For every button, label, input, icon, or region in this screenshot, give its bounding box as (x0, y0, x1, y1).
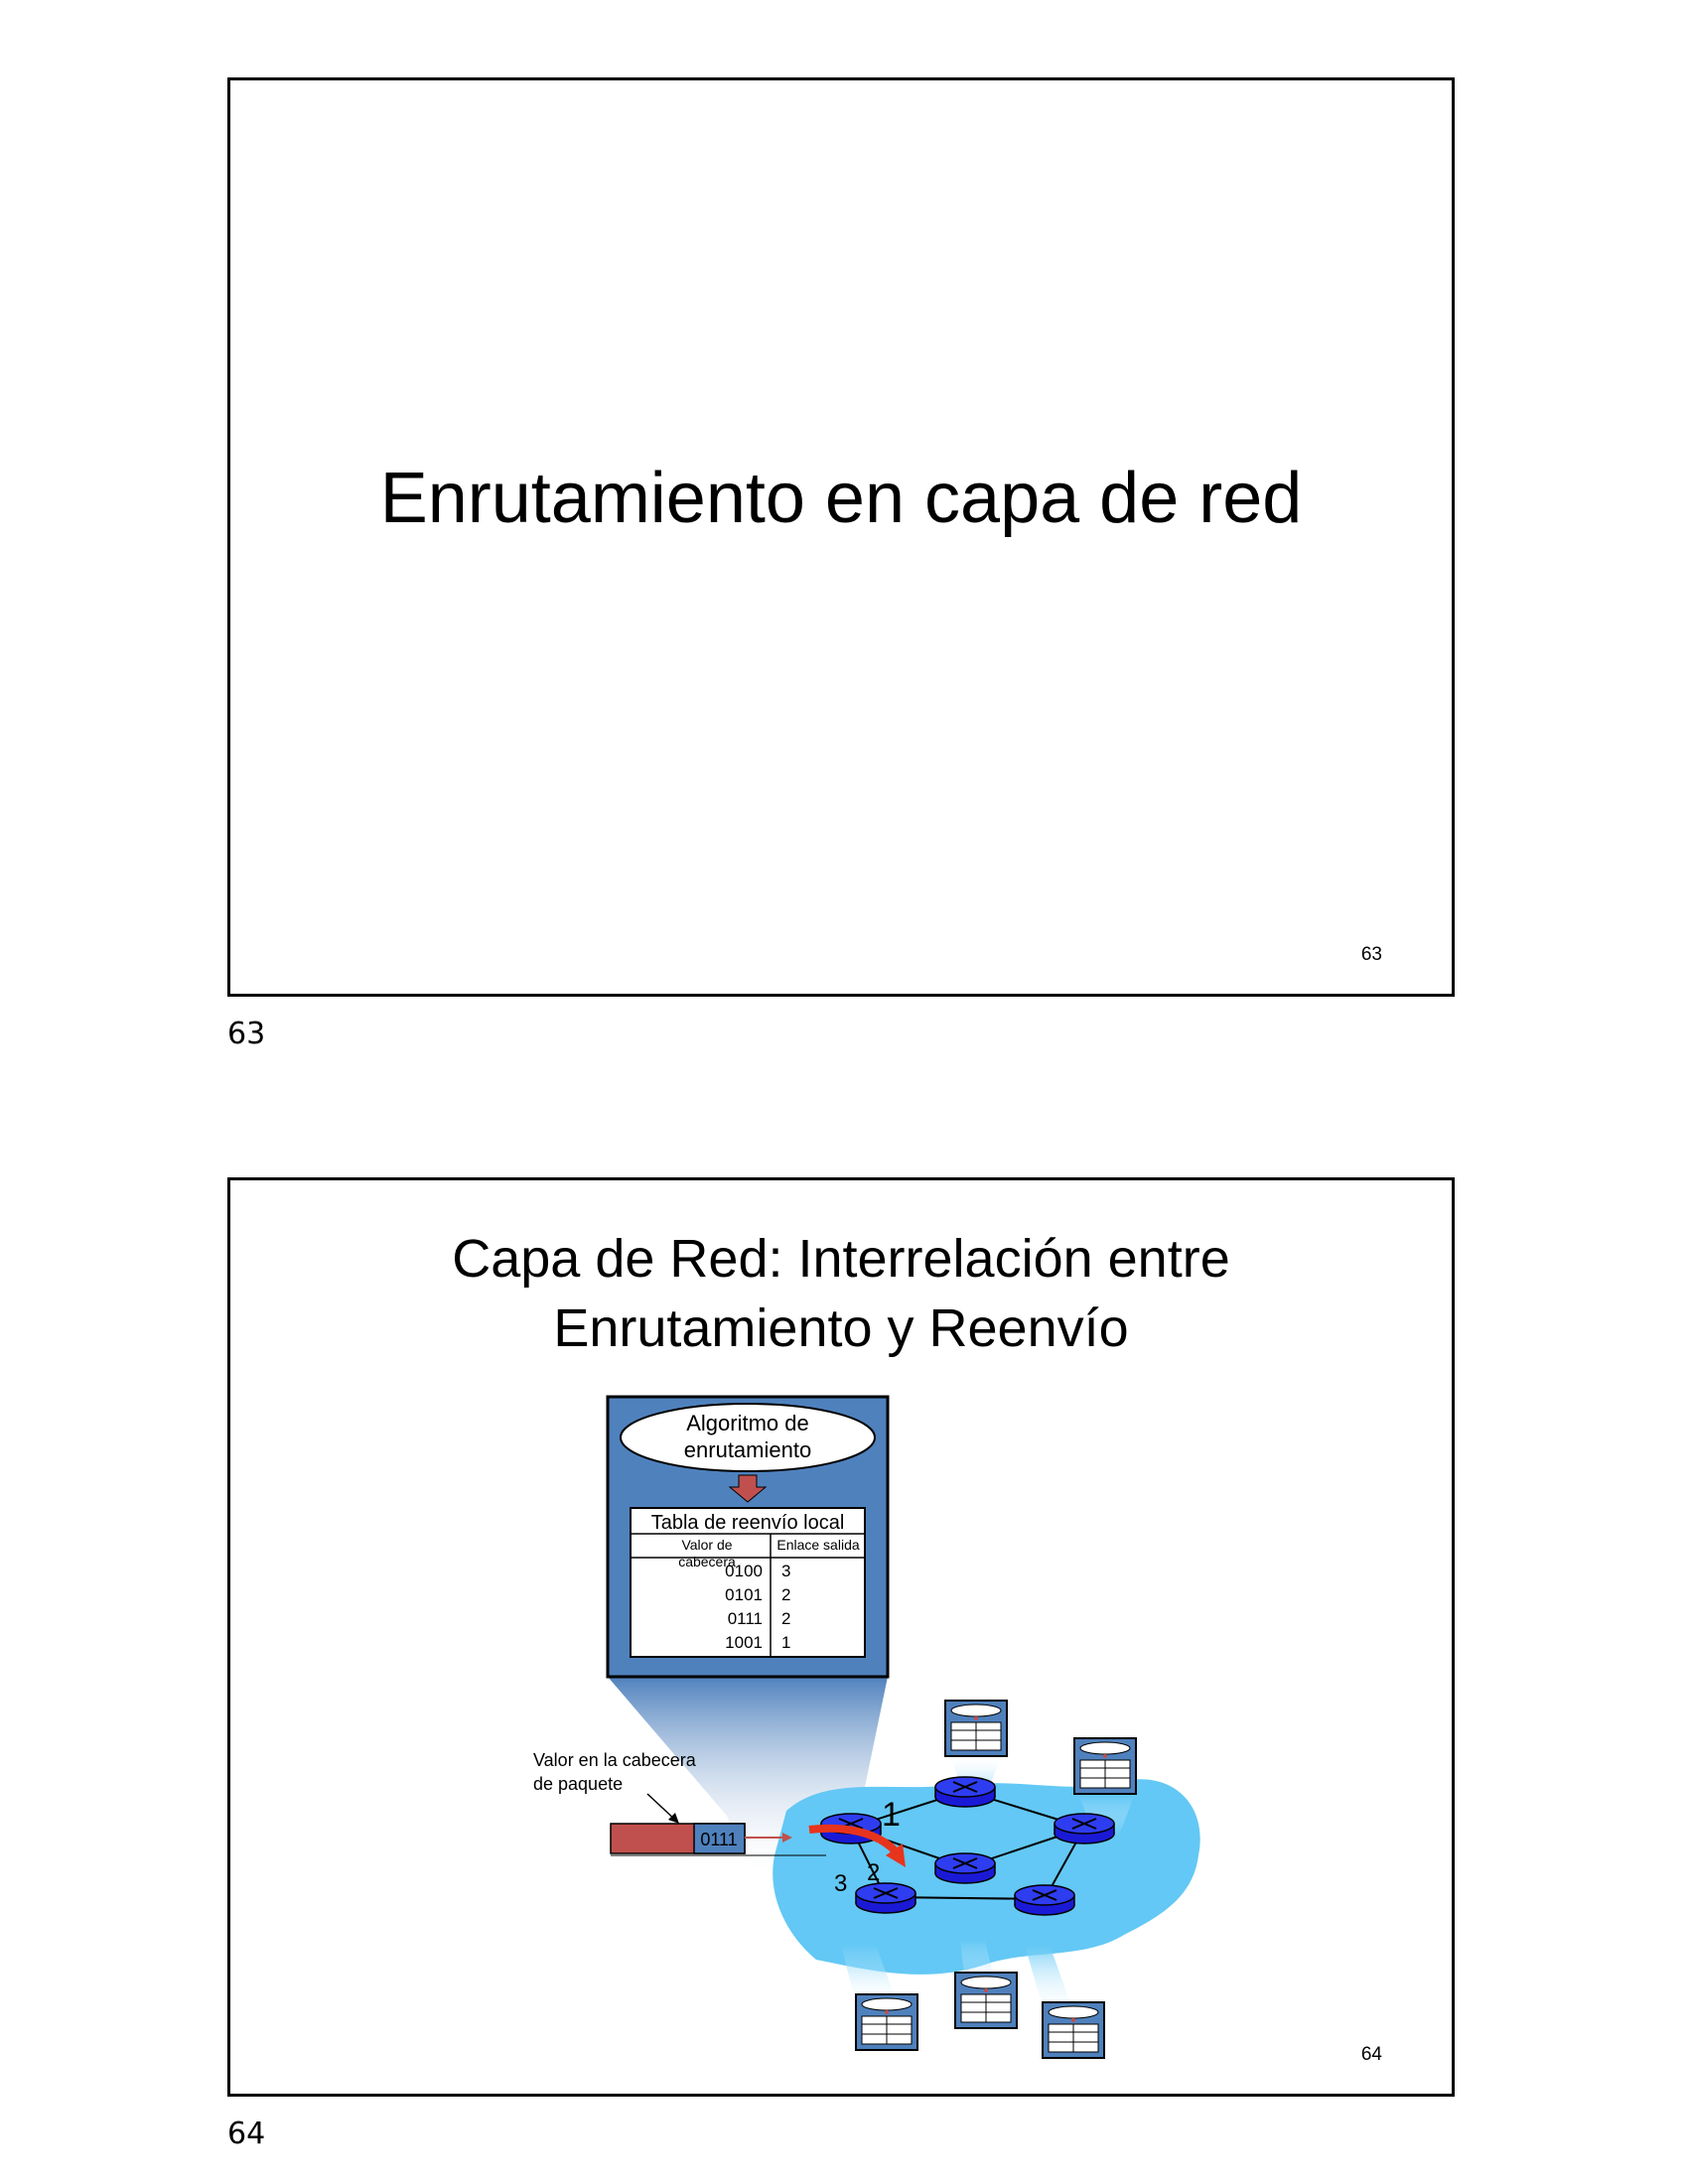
link-label-1: 1 (882, 1796, 901, 1834)
slide-64 (227, 1177, 1455, 2097)
slide-63 (227, 77, 1455, 997)
packet-value: 0111 (700, 1830, 738, 1849)
algorithm-line1: Algoritmo de (686, 1411, 809, 1435)
router-icon (1055, 1814, 1114, 1843)
link-label-2: 2 (867, 1859, 881, 1886)
page-number: 63 (227, 1017, 266, 1051)
router-icon (856, 1883, 915, 1913)
table-cell-value: 0111 (727, 1609, 763, 1628)
col-header-value-line1: Valor de (681, 1537, 733, 1553)
mini-table-icon (955, 1973, 1017, 2028)
slide-title-line1: Capa de Red: Interrelación entre (452, 1229, 1230, 1289)
mini-table-icon (1043, 2002, 1104, 2058)
slide-title: Enrutamiento en capa de red (379, 459, 1303, 538)
slide-title-line2: Enrutamiento y Reenvío (553, 1298, 1129, 1358)
table-cell-value: 0101 (725, 1585, 763, 1604)
table-cell-link: 1 (781, 1633, 791, 1652)
packet-label-line2: de paquete (533, 1774, 624, 1794)
router-icon (1015, 1885, 1074, 1915)
table-cell-link: 3 (781, 1562, 791, 1580)
table-title: Tabla de reenvío local (650, 1512, 845, 1534)
mini-table-icon (1074, 1738, 1136, 1794)
col-header-value-line2: cabecera (678, 1554, 736, 1570)
table-cell-link: 2 (781, 1609, 791, 1628)
mini-table-icon (856, 1994, 917, 2050)
link-label-3: 3 (834, 1870, 848, 1897)
router-icon (935, 1853, 995, 1883)
mini-table-icon (945, 1701, 1007, 1756)
slide-number: 64 (1360, 2044, 1382, 2065)
table-cell-value: 0100 (725, 1562, 763, 1580)
algorithm-line2: enrutamiento (683, 1437, 812, 1462)
table-cell-value: 1001 (725, 1633, 763, 1652)
page-number: 64 (227, 2116, 266, 2151)
col-header-link: Enlace salida (776, 1537, 860, 1553)
slide-number: 63 (1360, 944, 1382, 965)
routing-forwarding-diagram (230, 1180, 1452, 2094)
packet-label-line1: Valor en la cabecera (533, 1750, 696, 1770)
table-cell-link: 2 (781, 1585, 791, 1604)
router-icon (935, 1777, 995, 1807)
